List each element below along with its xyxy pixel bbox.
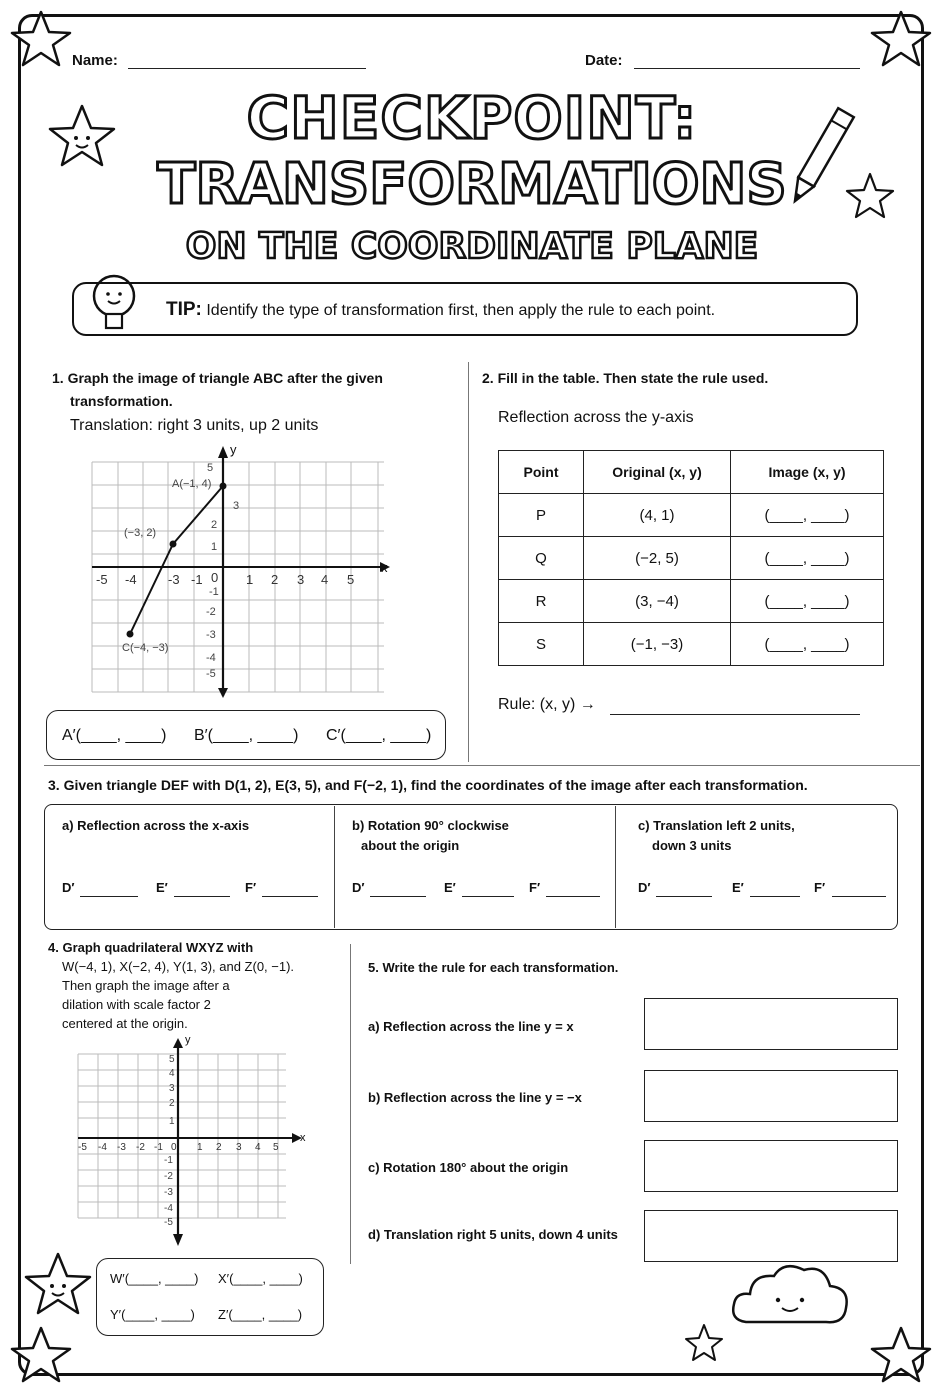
q5-prompt: 5. Write the rule for each transformation. xyxy=(368,960,619,975)
q2-prompt: 2. Fill in the table. Then state the rule used. xyxy=(482,370,769,386)
date-field[interactable] xyxy=(634,68,860,69)
q4-x-tick-neg2: -2 xyxy=(136,1142,145,1153)
q1-x-tick-2: 2 xyxy=(271,572,279,587)
q3b-f-label: F′ xyxy=(529,880,541,895)
q4-answer-y[interactable]: Y′(____, ____) xyxy=(110,1307,195,1322)
q5d-answer-box[interactable] xyxy=(644,1210,898,1262)
q4-x-tick-5: 5 xyxy=(273,1142,279,1153)
q3c-d-label: D′ xyxy=(638,880,651,895)
q4-y-tick-1: 1 xyxy=(169,1116,175,1127)
q5c-answer-box[interactable] xyxy=(644,1140,898,1192)
q1-y-tick-neg1: -1 xyxy=(209,586,219,598)
q4-answer-z[interactable]: Z′(____, ____) xyxy=(218,1307,303,1322)
q4-answer-box xyxy=(96,1258,324,1336)
q1-y-tick-3: 3 xyxy=(233,500,240,512)
star-corner-bottom-left-icon xyxy=(6,1322,76,1386)
table-header-row xyxy=(499,451,884,494)
q3c-title: c) Translation left 2 units, xyxy=(638,818,795,833)
q2-rule-field[interactable] xyxy=(610,714,860,715)
q2-rule-label: Rule: (x, y) → xyxy=(498,696,596,713)
tiny-star-icon xyxy=(682,1322,726,1364)
q4-y-tick-4: 4 xyxy=(169,1068,175,1079)
table-row xyxy=(499,537,884,580)
q4-answer-w[interactable]: W′(____, ____) xyxy=(110,1271,199,1286)
q3b-f-field[interactable] xyxy=(546,896,600,897)
tip xyxy=(166,299,715,321)
row-point: S xyxy=(499,623,584,666)
q2-table xyxy=(498,450,884,666)
q2-transformation: Reflection across the y-axis xyxy=(498,409,694,426)
q1-y-tick-1: 1 xyxy=(211,541,218,553)
table-row xyxy=(499,623,884,666)
col-original: Original (x, y) xyxy=(584,451,731,494)
q1-x-tick-4: 4 xyxy=(321,572,329,587)
table-row xyxy=(499,494,884,537)
q3b-e-field[interactable] xyxy=(462,896,514,897)
q3a-d-field[interactable] xyxy=(80,896,138,897)
q1-point-a-label: A(−1, 4) xyxy=(172,478,212,490)
q1-point-b-label: (−3, 2) xyxy=(124,527,157,539)
q1-y-tick-2: 2 xyxy=(211,519,218,531)
row-image-input[interactable]: (____, ____) xyxy=(731,494,884,537)
q1-answer-b[interactable]: B′(____, ____) xyxy=(194,727,299,744)
row-image-input[interactable]: (____, ____) xyxy=(731,537,884,580)
table-row xyxy=(499,580,884,623)
q4-prompt-line-5: centered at the origin. xyxy=(62,1016,188,1031)
q3b-d-label: D′ xyxy=(352,880,365,895)
q5d-label: d) Translation right 5 units, down 4 units xyxy=(368,1227,618,1242)
q3b-title: b) Rotation 90° clockwise xyxy=(352,818,509,833)
q3c-title-2: down 3 units xyxy=(652,838,732,853)
row-original: (−1, −3) xyxy=(584,623,731,666)
q1-prompt-line-2: transformation. xyxy=(70,393,173,409)
q4-answer-x[interactable]: X′(____, ____) xyxy=(218,1271,303,1286)
q1-y-tick-neg3: -3 xyxy=(206,629,216,641)
name-field[interactable] xyxy=(128,68,366,69)
q1-x-axis-label: x xyxy=(381,560,388,575)
q3b-e-label: E′ xyxy=(444,880,456,895)
q1-y-axis-label: y xyxy=(230,442,237,457)
tip-label: TIP: xyxy=(166,299,202,320)
q3a-title: a) Reflection across the x-axis xyxy=(62,818,250,833)
q4-y-tick-neg3: -3 xyxy=(164,1187,173,1198)
q3c-e-label: E′ xyxy=(732,880,744,895)
q4-prompt-line-2: W(−4, 1), X(−2, 4), Y(1, 3), and Z(0, −1). xyxy=(62,959,295,974)
row-point: P xyxy=(499,494,584,537)
q3a-f-field[interactable] xyxy=(262,896,318,897)
q1-x-tick-neg1: -1 xyxy=(191,572,203,587)
q4-y-tick-2: 2 xyxy=(169,1098,175,1109)
q1-y-tick-neg2: -2 xyxy=(206,606,216,618)
q3-divider-2 xyxy=(615,806,616,928)
q1-y-tick-neg4: -4 xyxy=(206,652,216,664)
q3-prompt: 3. Given triangle DEF with D(1, 2), E(3, 5), and F(−2, 1), find the coordinates of the image after each transformation. xyxy=(48,777,808,793)
divider-q1-q2 xyxy=(468,362,469,762)
q1-prompt-line-1: 1. Graph the image of triangle ABC after the given xyxy=(52,370,383,386)
q1-origin-label: 0 xyxy=(211,570,219,585)
q4-x-tick-2: 2 xyxy=(216,1142,222,1153)
title-line-1: CHECKPOINT: xyxy=(246,84,698,152)
q1-x-tick-neg3: -3 xyxy=(168,572,180,587)
q4-y-tick-neg5: -5 xyxy=(164,1217,173,1228)
q1-answer-a[interactable]: A′(____, ____) xyxy=(62,727,167,744)
row-point: R xyxy=(499,580,584,623)
q1-coordinate-grid[interactable] xyxy=(88,440,398,700)
q1-x-tick-5: 5 xyxy=(347,572,355,587)
col-point: Point xyxy=(499,451,584,494)
q1-y-tick-5: 5 xyxy=(207,462,214,474)
q4-x-tick-neg1: -1 xyxy=(154,1142,163,1153)
q1-point-c-label: C(−4, −3) xyxy=(122,642,169,654)
name-label: Name: xyxy=(72,52,118,69)
q1-x-tick-1: 1 xyxy=(246,572,254,587)
q4-x-tick-neg4: -4 xyxy=(98,1142,107,1153)
q1-answer-c[interactable]: C′(____, ____) xyxy=(326,727,432,744)
q4-x-tick-1: 1 xyxy=(197,1142,203,1153)
q4-y-tick-3: 3 xyxy=(169,1083,175,1094)
q1-x-tick-neg5: -5 xyxy=(96,572,108,587)
smiling-star-bottom-icon xyxy=(18,1246,98,1322)
smiling-cloud-icon xyxy=(726,1254,856,1334)
q4-x-tick-4: 4 xyxy=(255,1142,261,1153)
q3a-e-label: E′ xyxy=(156,880,168,895)
q4-y-tick-neg2: -2 xyxy=(164,1171,173,1182)
q3b-title-2: about the origin xyxy=(361,838,460,853)
row-image-input[interactable]: (____, ____) xyxy=(731,580,884,623)
q5b-answer-box[interactable] xyxy=(644,1070,898,1122)
q3c-f-label: F′ xyxy=(814,880,826,895)
q3c-f-field[interactable] xyxy=(832,896,886,897)
q3a-f-label: F′ xyxy=(245,880,257,895)
q3c-e-field[interactable] xyxy=(750,896,800,897)
star-corner-top-right-icon xyxy=(866,6,936,70)
q4-prompt-line-4: dilation with scale factor 2 xyxy=(62,997,211,1012)
q5a-label: a) Reflection across the line y = x xyxy=(368,1019,574,1034)
title-line-2: TRANSFORMATIONS xyxy=(157,152,787,217)
star-corner-bottom-right-icon xyxy=(866,1322,936,1386)
q3b-d-field[interactable] xyxy=(370,896,426,897)
q4-y-tick-neg4: -4 xyxy=(164,1203,173,1214)
col-image: Image (x, y) xyxy=(731,451,884,494)
q4-prompt-line-3: Then graph the image after a xyxy=(62,978,230,993)
q4-y-tick-5: 5 xyxy=(169,1054,175,1065)
q4-prompt-line-1: 4. Graph quadrilateral WXYZ with xyxy=(48,940,254,955)
star-corner-top-left-icon xyxy=(6,6,76,70)
title-line-3: ON THE COORDINATE PLANE xyxy=(185,226,759,267)
q3c-d-field[interactable] xyxy=(656,896,712,897)
q5c-label: c) Rotation 180° about the origin xyxy=(368,1160,569,1175)
q4-x-tick-neg3: -3 xyxy=(117,1142,126,1153)
row-original: (−2, 5) xyxy=(584,537,731,580)
row-point: Q xyxy=(499,537,584,580)
row-original: (3, −4) xyxy=(584,580,731,623)
tip-text: Identify the type of transformation first, then apply the rule to each point. xyxy=(206,302,716,319)
q4-y-tick-neg1: -1 xyxy=(164,1155,173,1166)
divider-q3 xyxy=(44,765,920,766)
divider-q4-q5 xyxy=(350,944,351,1264)
q3a-d-label: D′ xyxy=(62,880,75,895)
q4-origin-label: 0 xyxy=(171,1142,177,1153)
q1-x-tick-neg4: -4 xyxy=(125,572,137,587)
row-original: (4, 1) xyxy=(584,494,731,537)
q4-x-tick-3: 3 xyxy=(236,1142,242,1153)
row-image-input[interactable]: (____, ____) xyxy=(731,623,884,666)
q4-x-axis-label: x xyxy=(300,1132,306,1144)
date-label: Date: xyxy=(585,52,623,69)
q4-x-tick-neg5: -5 xyxy=(78,1142,87,1153)
q5b-label: b) Reflection across the line y = −x xyxy=(368,1090,582,1105)
q5a-answer-box[interactable] xyxy=(644,998,898,1050)
q1-x-tick-3: 3 xyxy=(297,572,305,587)
q4-y-axis-label: y xyxy=(185,1034,191,1046)
q3-divider-1 xyxy=(334,806,335,928)
q3a-e-field[interactable] xyxy=(174,896,230,897)
q1-y-tick-neg5: -5 xyxy=(206,668,216,680)
q1-transformation: Translation: right 3 units, up 2 units xyxy=(70,417,319,434)
